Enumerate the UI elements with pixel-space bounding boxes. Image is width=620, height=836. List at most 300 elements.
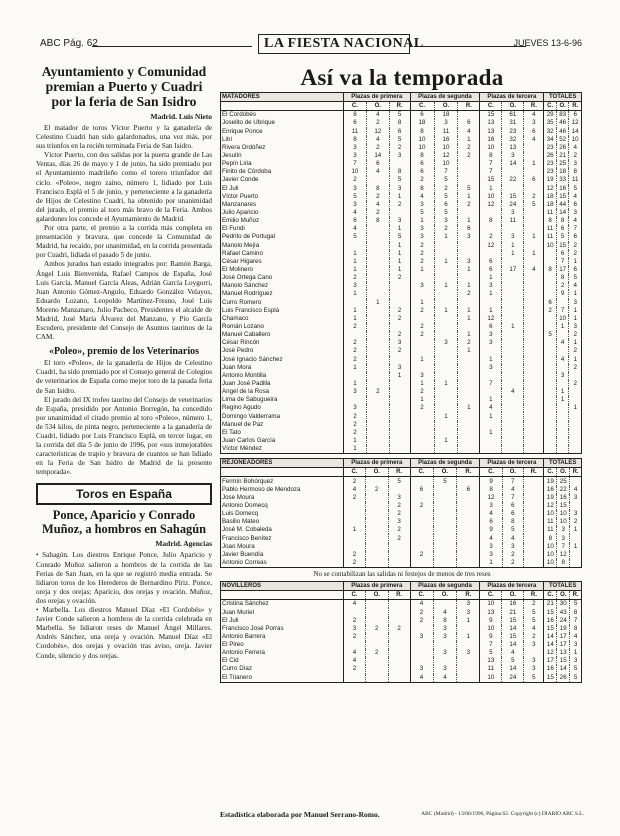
- matadores-row: [221, 339, 582, 347]
- stat-cell: 3: [524, 665, 544, 673]
- rejoneadores-name: Javier Buendía: [222, 550, 264, 558]
- matadores-row: [221, 412, 582, 420]
- stat-cell: [366, 364, 389, 372]
- stat-cell: 15: [556, 242, 568, 250]
- stat-cell: [556, 299, 568, 307]
- stat-cell: 5: [569, 185, 582, 193]
- sub-col-2: R.: [388, 591, 410, 600]
- stat-cell: [544, 429, 556, 437]
- stat-cell: [569, 445, 582, 454]
- stat-cell: [366, 372, 389, 380]
- stat-cell: 5: [524, 674, 544, 683]
- novilleros-name: Antonio Barrera: [222, 632, 266, 640]
- stat-cell: 14: [366, 152, 389, 160]
- stat-cell: 4: [366, 201, 389, 209]
- stat-cell: [502, 445, 524, 454]
- rejoneadores-table: [220, 458, 582, 568]
- stat-cell: [389, 437, 410, 445]
- stat-cell: [457, 657, 480, 665]
- stat-cell: 17: [544, 657, 557, 665]
- stat-cell: [410, 657, 433, 665]
- stat-cell: [344, 543, 366, 551]
- stat-cell: 5: [524, 617, 544, 625]
- sub-col-2: R.: [388, 468, 410, 477]
- stat-cell: [569, 412, 582, 420]
- stat-cell: 2: [410, 250, 434, 258]
- stat-cell: 10: [480, 144, 502, 152]
- stat-cell: 3: [344, 201, 367, 209]
- stat-cell: [344, 331, 367, 339]
- stat-cell: 4: [458, 128, 480, 136]
- stat-cell: [458, 250, 480, 258]
- stat-cell: [524, 258, 544, 266]
- stat-cell: 10: [434, 160, 458, 168]
- stat-cell: [523, 477, 543, 486]
- matadores-name: El Cordobés: [222, 111, 257, 119]
- matadores-row: [221, 258, 582, 266]
- stat-cell: [544, 339, 556, 347]
- stat-cell: [388, 641, 410, 649]
- stat-cell: [433, 559, 457, 568]
- stat-cell: 2: [524, 600, 544, 609]
- stat-cell: 46: [556, 128, 568, 136]
- stat-cell: 1: [569, 356, 582, 364]
- stat-cell: 4: [480, 510, 502, 518]
- rejoneadores-name: Basilio Mateo: [222, 518, 260, 526]
- stat-cell: 4: [524, 111, 544, 120]
- article1-p3: Por otra parte, el premio a la corrida más completa en presentación y bravura, que concede la Comunidad de Madrid, ha recaído, por unanimidad, en la corrida presentada por Cuadri, lidiada el pasado 5 de junio.: [36, 224, 212, 260]
- stat-cell: 3: [570, 510, 582, 518]
- stat-cell: 13: [480, 119, 502, 127]
- stat-cell: 1: [344, 258, 367, 266]
- stat-cell: 61: [502, 111, 524, 120]
- stat-cell: 21: [502, 608, 524, 616]
- stat-cell: [434, 396, 458, 404]
- stat-cell: 2: [388, 510, 410, 518]
- stat-cell: [366, 315, 389, 323]
- stat-cell: 3: [502, 543, 523, 551]
- stat-cell: [433, 551, 457, 559]
- stat-cell: [502, 315, 524, 323]
- stat-cell: 8: [410, 185, 434, 193]
- stat-cell: 4: [433, 608, 457, 616]
- stat-cell: 33: [556, 176, 568, 184]
- stat-cell: 3: [458, 233, 480, 241]
- copyright: ABC (Madrid) - 13/06/1996, Página 62. Copyright (c) DIARIO ABC S.L.: [421, 811, 584, 817]
- stat-cell: [458, 323, 480, 331]
- stat-cell: 3: [570, 657, 582, 665]
- stat-cell: 1: [569, 315, 582, 323]
- stat-cell: 2: [569, 242, 582, 250]
- article3-headline: Ponce, Aparicio y Conrado Muñoz, a hombros en Sahagún: [42, 508, 206, 536]
- article1-p1: El matador de toros Víctor Puerto y la ganadería de Celestino Cuadri han sido galardonados, una vez más, por sus triunfos en la recién terminada Feria de San Isidro.: [36, 124, 212, 151]
- matadores-name: Manolo Sánchez: [222, 282, 269, 290]
- stat-cell: [502, 412, 524, 420]
- stat-cell: 5: [433, 477, 457, 486]
- stat-cell: 6: [524, 128, 544, 136]
- stat-cell: [458, 380, 480, 388]
- sub-col-0: C.: [410, 591, 433, 600]
- stat-cell: 32: [502, 136, 524, 144]
- stat-cell: 2: [344, 274, 367, 282]
- stat-cell: 6: [480, 266, 502, 274]
- stat-cell: [524, 152, 544, 160]
- matadores-name: César Rincón: [222, 339, 260, 347]
- stat-cell: 1: [344, 380, 367, 388]
- matadores-name: Julio Aparicio: [222, 209, 259, 217]
- stat-cell: [458, 356, 480, 364]
- stat-cell: [569, 388, 582, 396]
- stat-cell: 4: [502, 649, 524, 657]
- stat-cell: 8: [480, 217, 502, 225]
- stat-cell: [389, 388, 410, 396]
- stat-cell: [410, 649, 433, 657]
- stat-cell: 23: [544, 160, 556, 168]
- stat-cell: [523, 486, 543, 494]
- stat-cell: [523, 559, 543, 568]
- stat-cell: 8: [366, 217, 389, 225]
- stat-cell: 4: [366, 111, 389, 120]
- stat-cell: 8: [556, 274, 568, 282]
- novilleros-name: El Juli: [222, 616, 239, 624]
- matadores-name: Juan Carlos García: [222, 436, 276, 444]
- novilleros-row: [221, 617, 582, 625]
- sub-col-2: R.: [457, 591, 480, 600]
- stat-cell: 4: [366, 136, 389, 144]
- stat-cell: 6: [556, 225, 568, 233]
- stat-cell: 1: [556, 323, 568, 331]
- left-column: [36, 64, 212, 661]
- stat-cell: 15: [544, 608, 557, 616]
- stat-cell: 2: [344, 176, 367, 184]
- stat-cell: [344, 674, 366, 683]
- stat-cell: 4: [556, 339, 568, 347]
- stat-cell: 1: [480, 559, 502, 568]
- stats-title: Así va la temporada: [300, 65, 504, 90]
- stat-cell: 4: [344, 225, 367, 233]
- stat-cell: 18: [556, 168, 568, 176]
- stat-cell: 2: [344, 421, 367, 429]
- stat-cell: 24: [557, 617, 570, 625]
- stat-cell: 2: [388, 534, 410, 542]
- stat-cell: 2: [569, 331, 582, 339]
- article3-body: [36, 551, 212, 660]
- rejoneadores-name: Antonio Correas: [222, 558, 267, 566]
- stat-cell: 9: [480, 617, 502, 625]
- sub-col-2: R.: [524, 102, 544, 111]
- stat-cell: [524, 315, 544, 323]
- stat-cell: 2: [458, 152, 480, 160]
- stat-cell: 18: [544, 201, 556, 209]
- stat-cell: [366, 429, 389, 437]
- stat-cell: [389, 421, 410, 429]
- article1-p2: Víctor Puerto, con dos salidas por la puerta grande de Las Ventas, días 26 de mayo y 1 de junio, ha sido premiado por el Ayuntamiento madrileño como el torero triunfador del ciclo. «Poleo», negro zaino, número 1, lidiado por Luis Francisco Esplá el 5 de junio, y perteneciente a la ganadería de Hijos de Celestino Cuadri, ha obtenido por unanimidad del jurado, el premio al toro más bravo de la Feria. Ambos galardones los concede el Ayuntamiento de Madrid.: [36, 151, 212, 223]
- stat-cell: 3: [569, 209, 582, 217]
- stat-cell: 5: [389, 176, 410, 184]
- stat-cell: 15: [502, 633, 524, 641]
- stat-cell: 3: [344, 152, 367, 160]
- stat-cell: [556, 364, 568, 372]
- stat-cell: 16: [557, 494, 570, 502]
- matadores-row: [221, 168, 582, 176]
- sub-col-0: C.: [410, 102, 434, 111]
- rejoneadores-name: Jose Moura: [222, 493, 255, 501]
- stat-cell: 1: [434, 412, 458, 420]
- stat-cell: 8: [544, 534, 557, 542]
- stat-cell: [365, 526, 388, 534]
- stat-cell: [366, 274, 389, 282]
- stat-cell: [365, 543, 388, 551]
- stat-cell: 1: [344, 526, 366, 534]
- stat-cell: [433, 486, 457, 494]
- stat-cell: 4: [524, 136, 544, 144]
- matadores-row: [221, 266, 582, 274]
- stat-cell: 12: [366, 128, 389, 136]
- matadores-name: Manuel Caballero: [222, 331, 271, 339]
- stat-cell: 2: [344, 665, 366, 673]
- novilleros-row: [221, 633, 582, 641]
- stat-cell: 12: [480, 242, 502, 250]
- stat-cell: 4: [480, 404, 502, 412]
- stat-cell: 1: [458, 307, 480, 315]
- stat-cell: 32: [544, 128, 556, 136]
- stat-cell: 83: [556, 111, 568, 120]
- stat-cell: [570, 559, 582, 568]
- matadores-row: [221, 437, 582, 445]
- stat-cell: 17: [557, 633, 570, 641]
- stat-cell: 3: [480, 331, 502, 339]
- stat-cell: 1: [389, 258, 410, 266]
- stat-cell: 3: [569, 160, 582, 168]
- stat-cell: [458, 396, 480, 404]
- stat-cell: [458, 160, 480, 168]
- col-group-0: Plazas de primera: [344, 459, 411, 468]
- stat-cell: [524, 274, 544, 282]
- sub-col-1: O.: [365, 591, 388, 600]
- stat-cell: 8: [569, 168, 582, 176]
- stat-cell: [389, 290, 410, 298]
- stat-cell: 7: [480, 380, 502, 388]
- stat-cell: 4: [570, 633, 582, 641]
- stat-cell: [366, 421, 389, 429]
- stat-cell: 1: [569, 258, 582, 266]
- stat-cell: [365, 494, 388, 502]
- stat-cell: 2: [569, 364, 582, 372]
- stat-cell: [366, 356, 389, 364]
- stat-cell: 2: [344, 494, 366, 502]
- stat-cell: [410, 274, 434, 282]
- stat-cell: [569, 437, 582, 445]
- stat-cell: 23: [502, 128, 524, 136]
- stat-cell: 2: [458, 144, 480, 152]
- stat-cell: [480, 372, 502, 380]
- stat-cell: [458, 111, 480, 120]
- stat-cell: [523, 543, 543, 551]
- stat-cell: 3: [410, 633, 433, 641]
- stat-cell: [366, 323, 389, 331]
- rejoneadores-row: [221, 534, 582, 542]
- stat-cell: [388, 543, 410, 551]
- stat-cell: 12: [434, 152, 458, 160]
- stat-cell: [457, 559, 480, 568]
- stat-cell: [366, 225, 389, 233]
- right-column: [220, 64, 584, 683]
- novilleros-name: Antonio Ferrera: [222, 649, 265, 657]
- stat-cell: [458, 429, 480, 437]
- stat-cell: 17: [556, 266, 568, 274]
- stat-cell: 3: [480, 551, 502, 559]
- stat-cell: 3: [480, 339, 502, 347]
- stat-cell: 3: [434, 217, 458, 225]
- stat-cell: [458, 299, 480, 307]
- matadores-name: Pepín Liria: [222, 160, 252, 168]
- novilleros-name: El Pireo: [222, 641, 244, 649]
- stat-cell: 1: [344, 364, 367, 372]
- novilleros-name: Curro Díaz: [222, 665, 252, 673]
- stat-cell: [502, 364, 524, 372]
- sub-col-2: R.: [389, 102, 410, 111]
- stat-cell: [544, 290, 556, 298]
- stat-cell: [457, 534, 480, 542]
- rejoneadores-name: Antonio Domecq: [222, 501, 268, 509]
- stat-cell: [544, 347, 556, 355]
- stat-cell: 2: [556, 282, 568, 290]
- stat-cell: 21: [544, 600, 557, 609]
- stat-cell: 12: [480, 494, 502, 502]
- stat-cell: [502, 258, 524, 266]
- stat-cell: 6: [344, 119, 367, 127]
- stat-cell: 16: [480, 136, 502, 144]
- stat-cell: 8: [433, 617, 457, 625]
- stat-cell: 1: [458, 136, 480, 144]
- stat-cell: 2: [366, 193, 389, 201]
- sub-col-1: O.: [366, 102, 389, 111]
- stat-cell: [457, 674, 480, 683]
- stat-cell: 5: [570, 600, 582, 609]
- stats-note: No se contabilizan las salidas ni festejos de menos de tres reses: [313, 570, 491, 579]
- rejoneadores-row: [221, 486, 582, 494]
- stat-cell: 14: [502, 160, 524, 168]
- stat-cell: [480, 250, 502, 258]
- novilleros-row: [221, 641, 582, 649]
- stat-cell: 19: [557, 625, 570, 633]
- stat-cell: [457, 641, 480, 649]
- stat-cell: 10: [544, 510, 557, 518]
- stat-cell: 8: [410, 128, 434, 136]
- stat-cell: 1: [389, 225, 410, 233]
- stat-cell: 3: [557, 526, 570, 534]
- stat-cell: 13: [480, 657, 502, 665]
- matadores-name: El Molinero: [222, 266, 253, 274]
- stat-cell: [365, 641, 388, 649]
- stat-cell: [524, 144, 544, 152]
- sub-col-2: R.: [457, 468, 480, 477]
- matadores-row: [221, 209, 582, 217]
- sub-col-0: C.: [544, 102, 556, 111]
- stat-cell: 1: [434, 437, 458, 445]
- stat-cell: 2: [434, 185, 458, 193]
- matadores-row: [221, 217, 582, 225]
- stat-cell: 5: [570, 665, 582, 673]
- stat-cell: 26: [556, 144, 568, 152]
- stat-cell: 15: [502, 617, 524, 625]
- stat-cell: [458, 445, 480, 454]
- matadores-name: Manolo Mejía: [222, 241, 260, 249]
- stat-cell: 2: [389, 307, 410, 315]
- matadores-name: José Ortega Cano: [222, 274, 273, 282]
- stat-cell: [480, 421, 502, 429]
- stat-cell: [410, 510, 433, 518]
- stat-cell: [389, 429, 410, 437]
- stat-cell: [366, 412, 389, 420]
- stat-cell: 10: [480, 625, 502, 633]
- stat-cell: [457, 518, 480, 526]
- stat-cell: [410, 518, 433, 526]
- stat-cell: [365, 617, 388, 625]
- stat-cell: 2: [365, 649, 388, 657]
- header-rule-right: [414, 46, 526, 47]
- stat-cell: 1: [457, 633, 480, 641]
- stat-cell: [389, 396, 410, 404]
- stat-cell: [569, 372, 582, 380]
- stat-cell: 2: [410, 404, 434, 412]
- stat-cell: [502, 437, 524, 445]
- stat-cell: 3: [433, 625, 457, 633]
- matadores-name: Víctor Puerto: [222, 192, 259, 200]
- novilleros-name: Cristina Sánchez: [222, 600, 269, 608]
- matadores-name: Curro Romero: [222, 298, 262, 306]
- stat-cell: 1: [556, 396, 568, 404]
- stat-cell: 1: [569, 339, 582, 347]
- matadores-row: [221, 160, 582, 168]
- stat-cell: 2: [410, 617, 433, 625]
- stat-cell: [433, 494, 457, 502]
- novilleros-name: El Cid: [222, 657, 239, 665]
- stat-cell: [544, 437, 556, 445]
- stat-cell: [366, 233, 389, 241]
- sub-col-2: R.: [570, 468, 582, 477]
- stat-cell: [523, 518, 543, 526]
- matadores-name: Rivera Ordóñez: [222, 143, 266, 151]
- stat-cell: [344, 242, 367, 250]
- stat-cell: [524, 209, 544, 217]
- stat-cell: [502, 331, 524, 339]
- stat-cell: 4: [570, 486, 582, 494]
- stat-cell: [457, 543, 480, 551]
- stat-cell: 5: [458, 185, 480, 193]
- stat-cell: 3: [410, 372, 434, 380]
- stat-cell: 4: [480, 534, 502, 542]
- stat-cell: [434, 347, 458, 355]
- stat-cell: 5: [434, 193, 458, 201]
- stat-cell: 4: [502, 388, 524, 396]
- sub-col-0: C.: [344, 102, 367, 111]
- stat-cell: 6: [410, 486, 433, 494]
- stat-cell: 2: [458, 201, 480, 209]
- rejoneadores-row: [221, 494, 582, 502]
- issue-date: JUEVES 13-6-96: [513, 38, 582, 48]
- stat-cell: 2: [458, 290, 480, 298]
- stat-cell: 6: [556, 250, 568, 258]
- stat-cell: 8: [366, 185, 389, 193]
- stat-cell: [502, 404, 524, 412]
- stat-cell: 6: [344, 217, 367, 225]
- stat-cell: 2: [388, 502, 410, 510]
- stat-cell: [480, 388, 502, 396]
- matadores-table: [220, 92, 582, 454]
- stat-cell: 3: [502, 152, 524, 160]
- stat-cell: [388, 608, 410, 616]
